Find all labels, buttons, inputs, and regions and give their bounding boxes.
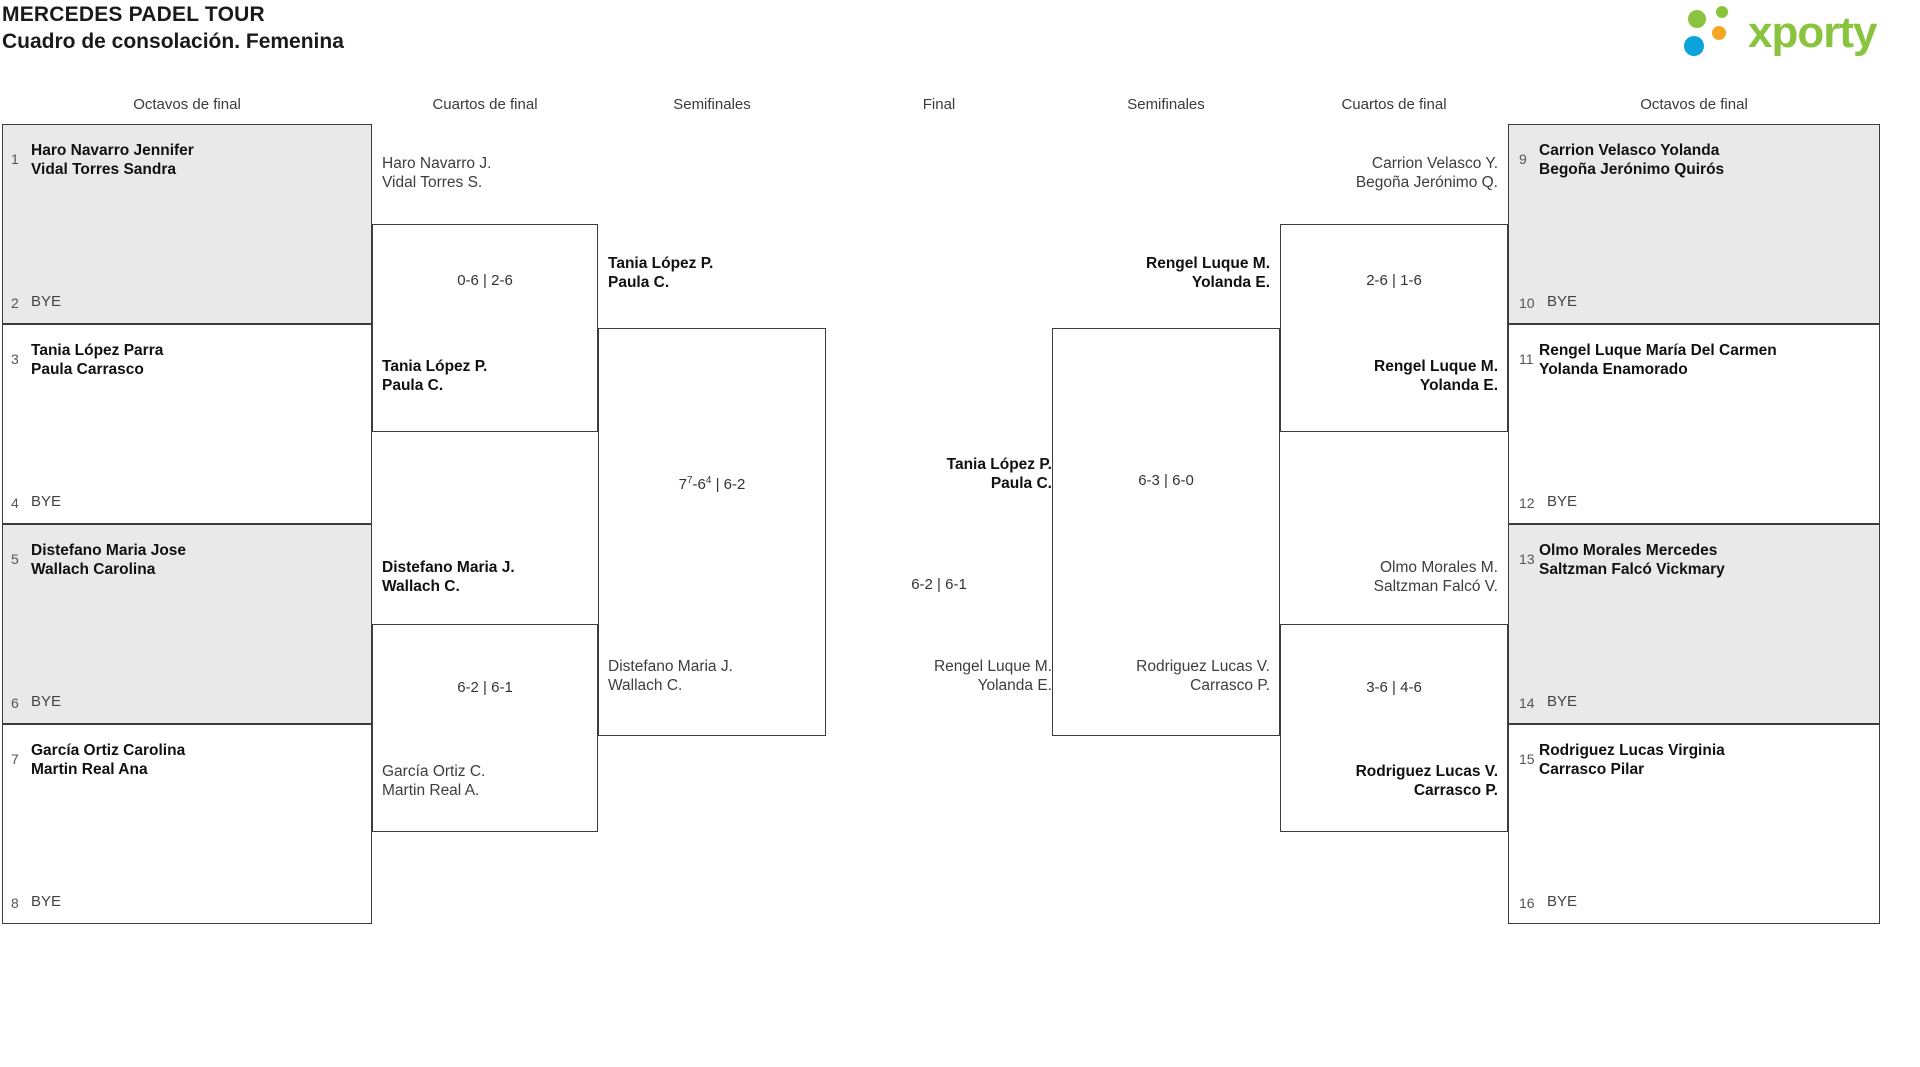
left-sf-bottom-team: [608, 657, 733, 695]
seed-number: 5: [11, 551, 19, 567]
team-name-line2: Wallach C.: [608, 677, 683, 694]
opponent-name: BYE: [31, 893, 62, 910]
right-sf-score: 6-3 | 6-0: [1138, 472, 1194, 489]
xporty-logo: [1672, 6, 1902, 62]
team-name-line1: Tania López P.: [382, 358, 488, 375]
team-name: [31, 141, 194, 179]
match-box-right-r16-3[interactable]: [1508, 524, 1880, 724]
seed-number: 11: [1519, 351, 1534, 367]
team-name-line2: Saltzman Falcó V.: [1373, 578, 1498, 595]
team-name-line1: Rodriguez Lucas V.: [1136, 658, 1270, 675]
opponent-name: BYE: [1547, 693, 1578, 710]
left-sf-score-tb1: 7: [686, 475, 693, 486]
left-qf1-score: 0-6 | 2-6: [457, 272, 513, 289]
team-name-line2: Vidal Torres Sandra: [31, 161, 177, 178]
round-header-left-r16: Octavos de final: [133, 96, 241, 113]
opponent-name: BYE: [31, 493, 62, 510]
match-box-right-r16-2[interactable]: [1508, 324, 1880, 524]
team-name-line1: Haro Navarro J.: [382, 155, 492, 172]
team-name-line1: García Ortiz C.: [382, 763, 486, 780]
team-name-line2: Paula Carrasco: [31, 361, 144, 378]
match-box-right-qf-1[interactable]: [1280, 224, 1508, 432]
team-name-line2: Carrasco P.: [1190, 677, 1270, 694]
left-qf1-top-team: [382, 154, 491, 192]
match-box-left-r16-3[interactable]: [2, 524, 372, 724]
right-sf-top-team: [1032, 254, 1270, 292]
team-name-line1: Distefano Maria Jose: [31, 542, 187, 559]
team-name-line1: Tania López Parra: [31, 342, 164, 359]
match-box-left-r16-1[interactable]: [2, 124, 372, 324]
round-header-left-sf: Semifinales: [673, 96, 751, 113]
seed-number-opponent: 6: [11, 695, 19, 711]
team-name-line1: Distefano Maria J.: [608, 658, 733, 675]
match-box-right-r16-1[interactable]: [1508, 124, 1880, 324]
team-name-line1: Carrion Velasco Yolanda: [1539, 142, 1720, 159]
right-sf-bottom-team: [1032, 657, 1270, 695]
team-name-line1: Distefano Maria J.: [382, 559, 515, 576]
team-name-line2: Paula C.: [990, 475, 1052, 492]
team-name: [31, 741, 185, 779]
team-name-line1: Olmo Morales M.: [1380, 559, 1498, 576]
team-name: [31, 341, 163, 379]
team-name-line1: Olmo Morales Mercedes: [1539, 542, 1718, 559]
team-name-line2: Carrasco P.: [1413, 782, 1498, 799]
round-header-right-qf: Cuartos de final: [1341, 96, 1447, 113]
logo-dot-orange: [1712, 26, 1726, 40]
seed-number: 3: [11, 351, 19, 367]
seed-number-opponent: 10: [1519, 295, 1535, 311]
seed-number: 7: [11, 751, 19, 767]
logo-dot-green-small: [1716, 6, 1728, 18]
team-name-line1: Carrion Velasco Y.: [1371, 155, 1498, 172]
final-score: 6-2 | 6-1: [911, 576, 967, 593]
team-name: [1539, 141, 1724, 179]
logo-dot-green-large: [1688, 10, 1706, 28]
round-header-final: Final: [922, 96, 956, 113]
team-name-line1: Rengel Luque M.: [1374, 358, 1498, 375]
team-name-line2: Yolanda E.: [1191, 274, 1270, 291]
seed-number-opponent: 14: [1519, 695, 1535, 711]
team-name-line2: Yolanda Enamorado: [1539, 361, 1688, 378]
match-box-left-qf-1[interactable]: [372, 224, 598, 432]
right-qf1-bottom-team: [1260, 357, 1498, 395]
logo-text: xporty: [1748, 8, 1877, 57]
team-name-line2: Begoña Jerónimo Q.: [1355, 174, 1498, 191]
team-name-line1: Rodriguez Lucas V.: [1355, 763, 1498, 780]
team-name-line2: Martin Real Ana: [31, 761, 148, 778]
opponent-name: BYE: [1547, 493, 1578, 510]
team-name-line2: Vidal Torres S.: [382, 174, 483, 191]
left-qf1-bottom-team: [382, 357, 487, 395]
team-name-line2: Begoña Jerónimo Quirós: [1539, 161, 1725, 178]
opponent-name: BYE: [31, 693, 62, 710]
team-name-line2: Paula C.: [608, 274, 670, 291]
match-box-left-qf-2[interactable]: [372, 624, 598, 832]
round-header-right-r16: Octavos de final: [1640, 96, 1748, 113]
left-qf2-bottom-team: [382, 762, 485, 800]
left-sf-score-set1-b: -6: [692, 476, 706, 493]
team-name: [31, 541, 186, 579]
team-name-line2: Yolanda E.: [1419, 377, 1498, 394]
title-block: [2, 2, 344, 55]
right-qf2-top-team: [1260, 558, 1498, 596]
team-name-line1: Rengel Luque María Del Carmen: [1539, 342, 1777, 359]
opponent-name: BYE: [1547, 893, 1578, 910]
team-name: [1539, 741, 1725, 779]
team-name: [1539, 541, 1725, 579]
left-sf-top-team: [608, 254, 713, 292]
seed-number-opponent: 16: [1519, 895, 1535, 911]
team-name-line1: Tania López P.: [608, 255, 714, 272]
page-title: MERCEDES PADEL TOUR: [2, 3, 265, 26]
team-name-line2: Wallach Carolina: [31, 561, 156, 578]
team-name-line1: García Ortiz Carolina: [31, 742, 186, 759]
right-qf1-top-team: [1260, 154, 1498, 192]
team-name-line1: Haro Navarro Jennifer: [31, 142, 194, 159]
seed-number-opponent: 8: [11, 895, 19, 911]
left-sf-score-set1-a: 7: [678, 476, 687, 493]
left-sf-score-set2: | 6-2: [711, 476, 746, 493]
round-header-left-qf: Cuartos de final: [432, 96, 538, 113]
page-header: [0, 0, 1920, 78]
final-top-team: [800, 455, 1052, 493]
seed-number: 1: [11, 151, 19, 167]
team-name-line2: Saltzman Falcó Vickmary: [1539, 561, 1725, 578]
team-name-line2: Yolanda E.: [977, 677, 1052, 694]
round-header-right-sf: Semifinales: [1127, 96, 1205, 113]
team-name-line1: Tania López P.: [946, 456, 1052, 473]
seed-number: 15: [1519, 751, 1535, 767]
team-name-line2: Paula C.: [382, 377, 444, 394]
seed-number-opponent: 12: [1519, 495, 1535, 511]
right-qf1-score: 2-6 | 1-6: [1366, 272, 1422, 289]
match-box-left-r16-2[interactable]: [2, 324, 372, 524]
right-qf2-score: 3-6 | 4-6: [1366, 679, 1422, 696]
seed-number-opponent: 4: [11, 495, 19, 511]
team-name: [1539, 341, 1777, 379]
opponent-name: BYE: [31, 293, 62, 310]
team-name-line2: Carrasco Pilar: [1539, 761, 1645, 778]
seed-number: 9: [1519, 151, 1527, 167]
page-subtitle: Cuadro de consolación. Femenina: [2, 30, 344, 53]
team-name-line1: Rodriguez Lucas Virginia: [1539, 742, 1725, 759]
team-name-line2: Wallach C.: [382, 578, 460, 595]
team-name-line1: Rengel Luque M.: [1146, 255, 1270, 272]
match-box-right-r16-4[interactable]: [1508, 724, 1880, 924]
left-sf-score: [598, 472, 826, 494]
logo-dot-blue: [1684, 36, 1704, 56]
left-qf2-score: 6-2 | 6-1: [457, 679, 513, 696]
match-box-left-r16-4[interactable]: [2, 724, 372, 924]
left-qf2-top-team: [382, 558, 515, 596]
team-name-line2: Martin Real A.: [382, 782, 480, 799]
opponent-name: BYE: [1547, 293, 1578, 310]
seed-number-opponent: 2: [11, 295, 19, 311]
right-qf2-bottom-team: [1260, 762, 1498, 800]
match-box-right-qf-2[interactable]: [1280, 624, 1508, 832]
seed-number: 13: [1519, 551, 1535, 567]
left-sf-score-tb2: 4: [705, 475, 712, 486]
team-name-line1: Rengel Luque M.: [933, 658, 1052, 675]
final-bottom-team: [800, 657, 1052, 695]
